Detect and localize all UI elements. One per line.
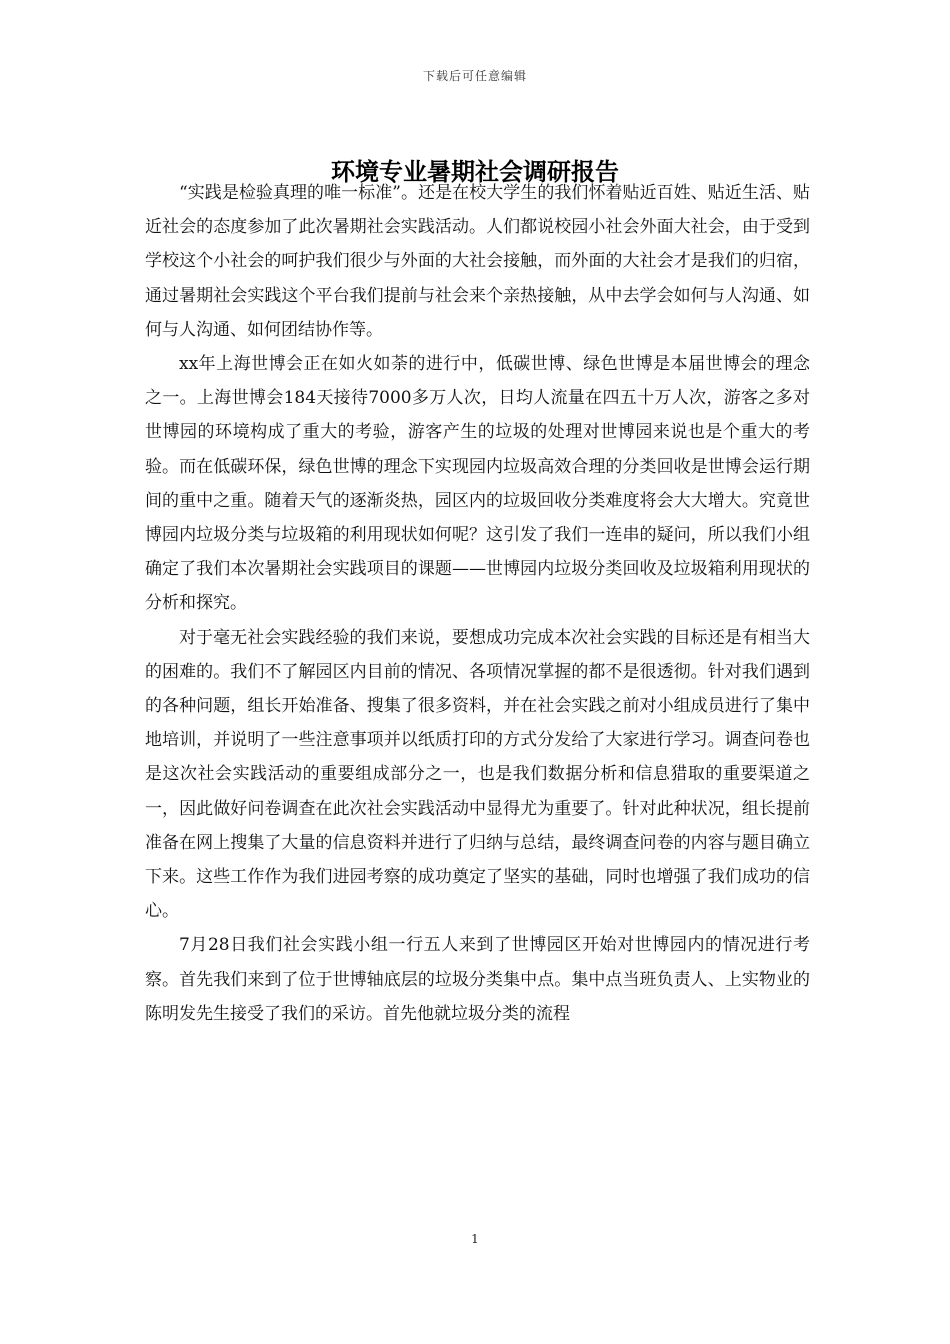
document-title: 环境专业暑期社会调研报告: [331, 157, 619, 186]
paragraph-1: “实践是检验真理的唯一标准”。还是在校大学生的我们怀着贴近百姓、贴近生活、贴近社会的态度参加了此次暑期社会实践活动。人们都说校园小社会外面大社会，由于受到学校这个小社会的呵护我们很少与外面的大社会接触，而外面的大社会才是我们的归宿，通过暑期社会实践这个平台我们提前与社会来个亲热接触，从中去学会如何与人沟通、如何与人沟通、如何团结协作等。: [145, 183, 810, 340]
paragraph-4: 7月28日我们社会实践小组一行五人来到了世博园区开始对世博园内的情况进行考察。首先我们来到了位于世博轴底层的垃圾分类集中点。集中点当班负责人、上实物业的陈明发先生接受了我们的采访。首先他就垃圾分类的流程: [145, 935, 810, 1024]
header-note: 下载后可任意编辑: [422, 69, 527, 83]
document-body: [145, 176, 810, 1031]
paragraph-2: xx年上海世博会正在如火如荼的进行中，低碳世博、绿色世博是本届世博会的理念之一。上海世博会184天接待7000多万人次，日均人流量在四五十万人次，游客之多对世博园的环境构成了重大的考验，游客产生的垃圾的处理对世博园来说也是个重大的考验。而在低碳环保，绿色世博的理念下实现园内垃圾高效合理的分类回收是世博会运行期间的重中之重。随着天气的逐渐炎热，园区内的垃圾回收分类难度将会大大增大。究竟世博园内垃圾分类与垃圾箱的利用现状如何呢？这引发了我们一连串的疑问，所以我们小组确定了我们本次暑期社会实践项目的课题——世博园内垃圾分类回收及垃圾箱利用现状的分析和探究。: [145, 354, 810, 614]
page-number: 1: [471, 1232, 479, 1246]
paragraph-3: 对于毫无社会实践经验的我们来说，要想成功完成本次社会实践的目标还是有相当大的困难的。我们不了解园区内目前的情况、各项情况掌握的都不是很透彻。针对我们遇到的各种问题，组长开始准备、搜集了很多资料，并在社会实践之前对小组成员进行了集中地培训，并说明了一些注意事项并以纸质打印的方式分发给了大家进行学习。调查问卷也是这次社会实践活动的重要组成部分之一，也是我们数据分析和信息猎取的重要渠道之一，因此做好问卷调查在此次社会实践活动中显得尤为重要了。针对此种状况，组长提前准备在网上搜集了大量的信息资料并进行了归纳与总结，最终调查问卷的内容与题目确立下来。这些工作作为我们进园考察的成功奠定了坚实的基础，同时也增强了我们成功的信心。: [145, 627, 810, 922]
